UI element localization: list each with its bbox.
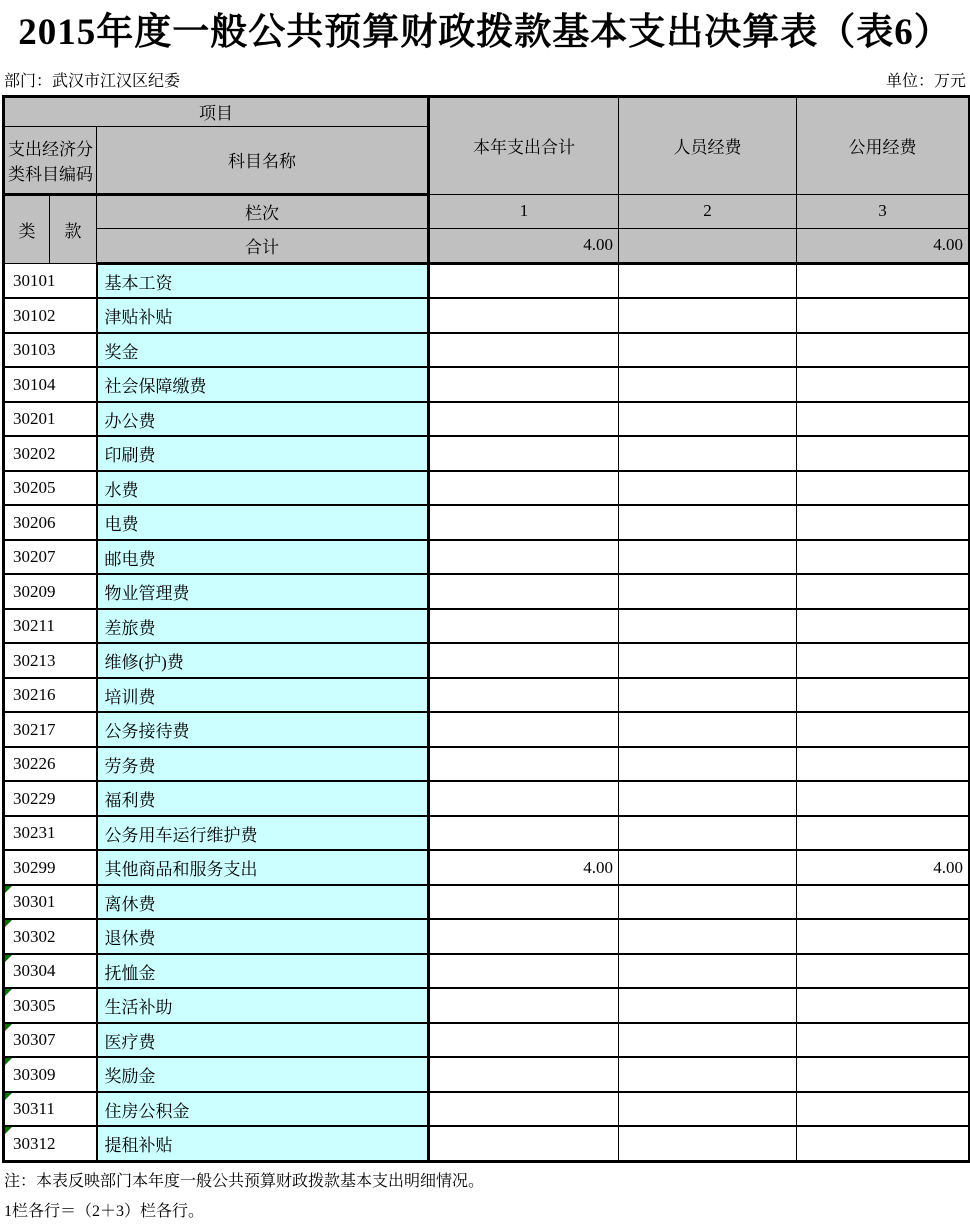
expense-code: 30213 [13, 650, 56, 670]
total-value-cell [429, 263, 619, 298]
public-value-cell [797, 505, 970, 540]
cell-corner-marker-icon [5, 1127, 12, 1134]
total-value-cell [429, 471, 619, 506]
public-value-cell: 4.00 [797, 850, 970, 885]
personnel-value-cell [619, 1126, 797, 1161]
public-value-cell [797, 919, 970, 954]
total-row-label: 合计 [97, 228, 429, 263]
personnel-value-cell [619, 1057, 797, 1092]
expense-code-cell [4, 850, 97, 885]
table-row [4, 747, 970, 782]
expense-code: 30307 [13, 1030, 56, 1050]
expense-code-cell [4, 643, 97, 678]
subject-name-cell: 办公费 [97, 402, 429, 437]
expense-code-cell [4, 540, 97, 575]
cell-corner-marker-icon [5, 886, 12, 893]
header-column-number-2: 2 [619, 194, 797, 228]
subject-name-cell: 培训费 [97, 678, 429, 713]
public-value-cell [797, 885, 970, 920]
personnel-value-cell [619, 712, 797, 747]
public-value-cell [797, 712, 970, 747]
expense-code-cell [4, 1057, 97, 1092]
subject-name-cell: 福利费 [97, 781, 429, 816]
total-value-cell [429, 747, 619, 782]
expense-code-cell [4, 505, 97, 540]
expense-code-cell [4, 402, 97, 437]
expense-code-cell [4, 436, 97, 471]
subject-name-cell: 医疗费 [97, 1023, 429, 1058]
expense-code: 30309 [13, 1064, 56, 1084]
header-expense-code-label: 支出经济分类科目编码 [4, 126, 97, 194]
cell-corner-marker-icon [5, 955, 12, 962]
subject-name-cell: 社会保障缴费 [97, 367, 429, 402]
header-row-total [4, 228, 970, 263]
note-line-2: 1栏各行＝（2＋3）栏各行。 [4, 1202, 205, 1220]
expense-code: 30102 [13, 305, 56, 325]
subject-name-cell: 公务用车运行维护费 [97, 816, 429, 851]
table-row [4, 574, 970, 609]
expense-code-cell [4, 988, 97, 1023]
subject-name-cell: 劳务费 [97, 747, 429, 782]
expense-code: 30301 [13, 892, 56, 912]
header-column-number-3: 3 [797, 194, 970, 228]
total-value-cell [429, 954, 619, 989]
personnel-value-cell [619, 747, 797, 782]
personnel-value-cell [619, 574, 797, 609]
expense-code: 30299 [13, 857, 56, 877]
table-row [4, 367, 970, 402]
expense-code: 30207 [13, 547, 56, 567]
expense-code: 30229 [13, 788, 56, 808]
public-value-cell [797, 678, 970, 713]
total-value-cell [429, 781, 619, 816]
note-line-1: 注：本表反映部门本年度一般公共预算财政拨款基本支出明细情况。 [4, 1172, 485, 1190]
table-body [4, 263, 970, 1161]
expense-code-cell [4, 678, 97, 713]
expense-code: 30302 [13, 926, 56, 946]
personnel-value-cell [619, 850, 797, 885]
personnel-value-cell [619, 471, 797, 506]
expense-code-cell [4, 816, 97, 851]
department-label: 部门：武汉市江汉区纪委 [4, 72, 181, 90]
total-value-cell [429, 298, 619, 333]
table-row [4, 505, 970, 540]
page-title: 2015年度一般公共预算财政拨款基本支出决算表（表6） [18, 12, 952, 53]
table-row [4, 436, 970, 471]
total-value-cell [429, 643, 619, 678]
expense-code: 30216 [13, 685, 56, 705]
public-value-cell [797, 436, 970, 471]
subject-name-cell: 物业管理费 [97, 574, 429, 609]
total-value-cell [429, 1023, 619, 1058]
personnel-value-cell [619, 1092, 797, 1127]
total-value-cell [429, 540, 619, 575]
expense-code-cell [4, 471, 97, 506]
table-row [4, 885, 970, 920]
table-row [4, 850, 970, 885]
public-value-cell [797, 367, 970, 402]
total-value-cell [429, 988, 619, 1023]
cell-corner-marker-icon [5, 989, 12, 996]
subject-name-cell: 奖金 [97, 333, 429, 368]
header-item: 款 [50, 194, 97, 263]
table-row [4, 609, 970, 644]
expense-code-cell [4, 574, 97, 609]
total-value-cell [429, 1092, 619, 1127]
table-row [4, 1092, 970, 1127]
total-value-cell [429, 885, 619, 920]
expense-code: 30201 [13, 409, 56, 429]
table-row [4, 1126, 970, 1161]
cell-corner-marker-icon [5, 1058, 12, 1065]
table-row [4, 1023, 970, 1058]
expense-code-cell [4, 919, 97, 954]
expense-code: 30202 [13, 443, 56, 463]
subject-name-cell: 邮电费 [97, 540, 429, 575]
total-row-personnel-value [619, 228, 797, 263]
subject-name-cell: 公务接待费 [97, 712, 429, 747]
expense-code-cell [4, 781, 97, 816]
total-value-cell [429, 505, 619, 540]
expense-code-cell [4, 712, 97, 747]
cell-corner-marker-icon [5, 920, 12, 927]
expense-code: 30311 [13, 1099, 55, 1119]
subject-name-cell: 生活补助 [97, 988, 429, 1023]
total-value-cell [429, 919, 619, 954]
table-row [4, 333, 970, 368]
subject-name-cell: 退休费 [97, 919, 429, 954]
expense-code: 30103 [13, 340, 56, 360]
expense-code: 30205 [13, 478, 56, 498]
expense-code: 30304 [13, 961, 56, 981]
total-value-cell: 4.00 [429, 850, 619, 885]
expense-code-cell [4, 747, 97, 782]
expense-code: 30101 [13, 270, 56, 290]
personnel-value-cell [619, 885, 797, 920]
total-value-cell [429, 402, 619, 437]
subject-name-cell: 印刷费 [97, 436, 429, 471]
public-value-cell [797, 988, 970, 1023]
header-project: 项目 [4, 96, 429, 126]
table-row [4, 263, 970, 298]
expense-code-cell [4, 954, 97, 989]
table-row [4, 402, 970, 437]
public-value-cell [797, 402, 970, 437]
personnel-value-cell [619, 781, 797, 816]
public-value-cell [797, 263, 970, 298]
personnel-value-cell [619, 816, 797, 851]
public-value-cell [797, 954, 970, 989]
header-public-column: 公用经费 [797, 96, 970, 194]
subject-name-cell: 电费 [97, 505, 429, 540]
public-value-cell [797, 609, 970, 644]
expense-code: 30305 [13, 995, 56, 1015]
expense-code: 30206 [13, 512, 56, 532]
personnel-value-cell [619, 609, 797, 644]
personnel-value-cell [619, 298, 797, 333]
personnel-value-cell [619, 678, 797, 713]
public-value-cell [797, 1023, 970, 1058]
header-row-column-index [4, 194, 970, 228]
public-value-cell [797, 1057, 970, 1092]
public-value-cell [797, 298, 970, 333]
table-row [4, 678, 970, 713]
personnel-value-cell [619, 954, 797, 989]
subject-name-cell: 差旅费 [97, 609, 429, 644]
total-value-cell [429, 436, 619, 471]
public-value-cell [797, 1126, 970, 1161]
cell-corner-marker-icon [5, 1093, 12, 1100]
header-column-index-label: 栏次 [97, 194, 429, 228]
table-row [4, 988, 970, 1023]
total-value-cell [429, 712, 619, 747]
total-row-total-value: 4.00 [429, 228, 619, 263]
table-row [4, 781, 970, 816]
subject-name-cell: 住房公积金 [97, 1092, 429, 1127]
table-row [4, 816, 970, 851]
header-total-column: 本年支出合计 [429, 96, 619, 194]
personnel-value-cell [619, 263, 797, 298]
expense-code-cell [4, 298, 97, 333]
cell-corner-marker-icon [5, 1024, 12, 1031]
total-value-cell [429, 678, 619, 713]
table-row [4, 643, 970, 678]
subject-name-cell: 其他商品和服务支出 [97, 850, 429, 885]
unit-label: 单位：万元 [885, 72, 966, 90]
header-row-project [4, 96, 970, 126]
expense-code-cell [4, 1126, 97, 1161]
total-value-cell [429, 574, 619, 609]
subject-name-cell: 奖励金 [97, 1057, 429, 1092]
total-value-cell [429, 1057, 619, 1092]
expense-code-cell [4, 263, 97, 298]
public-value-cell [797, 471, 970, 506]
header-class: 类 [4, 194, 50, 263]
personnel-value-cell [619, 1023, 797, 1058]
total-value-cell [429, 816, 619, 851]
header-personnel-column: 人员经费 [619, 96, 797, 194]
subject-name-cell: 离休费 [97, 885, 429, 920]
table-row [4, 712, 970, 747]
personnel-value-cell [619, 367, 797, 402]
meta-row [0, 68, 970, 95]
personnel-value-cell [619, 402, 797, 437]
personnel-value-cell [619, 540, 797, 575]
expense-code-cell [4, 609, 97, 644]
table-row [4, 1057, 970, 1092]
expense-code: 30312 [13, 1133, 56, 1153]
expense-code: 30211 [13, 616, 55, 636]
expense-code-cell [4, 367, 97, 402]
public-value-cell [797, 574, 970, 609]
subject-name-cell: 基本工资 [97, 263, 429, 298]
header-column-number-1: 1 [429, 194, 619, 228]
expense-code: 30104 [13, 374, 56, 394]
total-value-cell [429, 367, 619, 402]
subject-name-cell: 水费 [97, 471, 429, 506]
table-row [4, 471, 970, 506]
expense-code-cell [4, 333, 97, 368]
expense-code-cell [4, 1092, 97, 1127]
subject-name-cell: 维修(护)费 [97, 643, 429, 678]
public-value-cell [797, 747, 970, 782]
total-value-cell [429, 609, 619, 644]
expense-code: 30226 [13, 754, 56, 774]
total-row-public-value: 4.00 [797, 228, 970, 263]
header-subject-name: 科目名称 [97, 126, 429, 194]
expense-code: 30217 [13, 719, 56, 739]
subject-name-cell: 提租补贴 [97, 1126, 429, 1161]
public-value-cell [797, 333, 970, 368]
personnel-value-cell [619, 988, 797, 1023]
personnel-value-cell [619, 505, 797, 540]
subject-name-cell: 抚恤金 [97, 954, 429, 989]
expense-code: 30209 [13, 581, 56, 601]
expenditure-table [2, 95, 970, 1163]
table-row [4, 954, 970, 989]
table-row [4, 919, 970, 954]
personnel-value-cell [619, 919, 797, 954]
table-row [4, 540, 970, 575]
public-value-cell [797, 643, 970, 678]
public-value-cell [797, 781, 970, 816]
expense-code-cell [4, 1023, 97, 1058]
expense-code: 30231 [13, 823, 56, 843]
personnel-value-cell [619, 643, 797, 678]
footnotes [0, 1172, 970, 1223]
public-value-cell [797, 1092, 970, 1127]
personnel-value-cell [619, 436, 797, 471]
subject-name-cell: 津贴补贴 [97, 298, 429, 333]
table-row [4, 298, 970, 333]
total-value-cell [429, 1126, 619, 1161]
public-value-cell [797, 540, 970, 575]
expense-code-cell [4, 885, 97, 920]
total-value-cell [429, 333, 619, 368]
public-value-cell [797, 816, 970, 851]
personnel-value-cell [619, 333, 797, 368]
